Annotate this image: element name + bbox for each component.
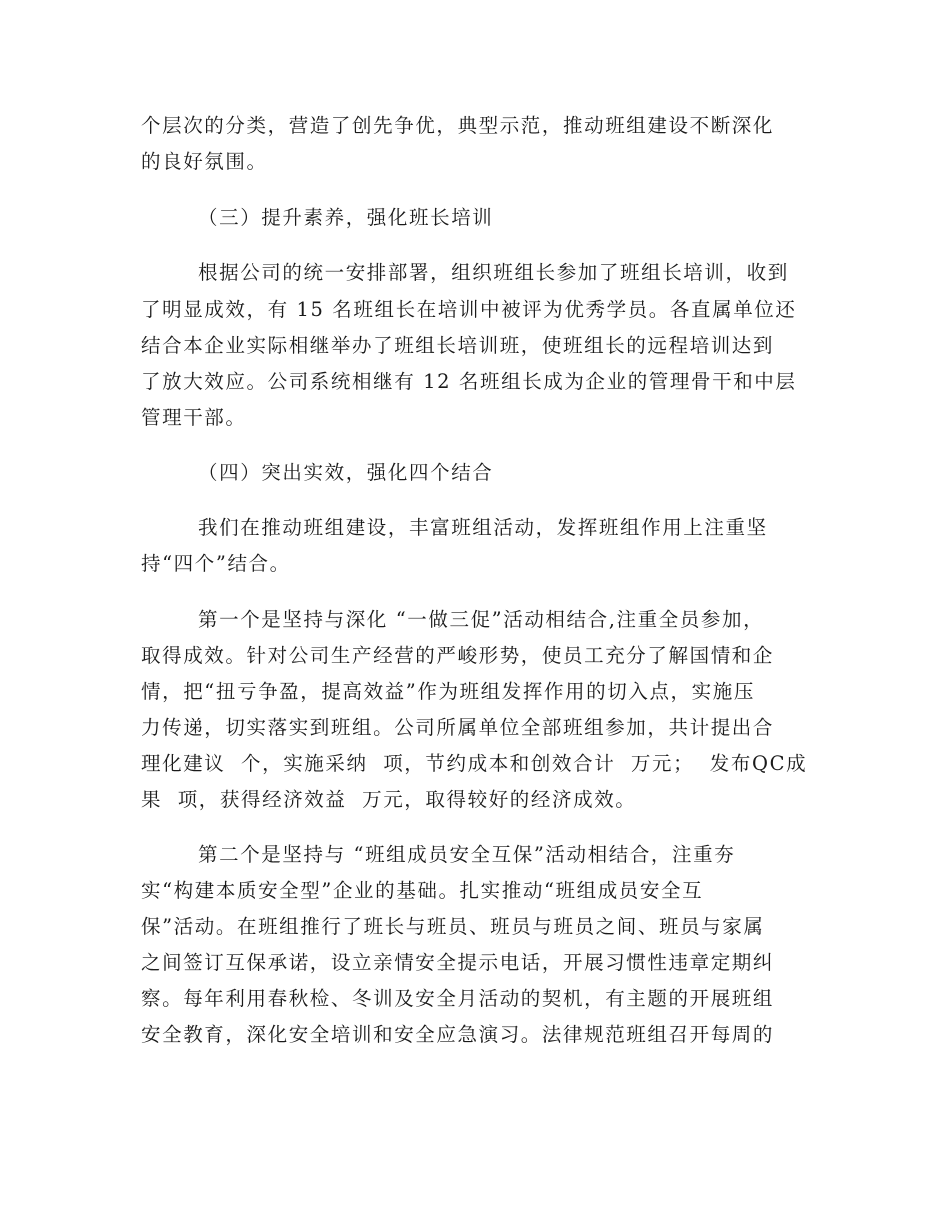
paragraph-line: 之间签订互保承诺，设立亲情安全提示电话，开展习惯性违章定期纠 [141, 951, 775, 974]
paragraph-line: 力传递，切实落实到班组。公司所属单位全部班组参加，共计提出合 [141, 716, 775, 739]
paragraph-line: 情，把“扭亏争盈，提高效益”作为班组发挥作用的切入点，实施压 [141, 680, 755, 703]
paragraph-line: 的良好氛围。 [141, 150, 268, 173]
paragraph-line: 第二个是坚持与 “班组成员安全互保”活动相结合，注重夯 [198, 843, 736, 866]
section-heading-4: （四）突出实效，强化四个结合 [198, 461, 494, 484]
paragraph-line: 果 项，获得经济效益 万元，取得较好的经济成效。 [141, 788, 637, 811]
section-heading-3: （三）提升素养，强化班长培训 [198, 206, 494, 229]
paragraph-line: 结合本企业实际相继举办了班组长培训班，使班组长的远程培训达到 [141, 334, 775, 357]
paragraph-line: 管理干部。 [141, 406, 247, 429]
paragraph-line: 取得成效。针对公司生产经营的严峻形势，使员工充分了解国情和企 [141, 644, 775, 667]
paragraph-line: 持“四个”结合。 [141, 552, 291, 575]
paragraph-line: 我们在推动班组建设，丰富班组活动，发挥班组作用上注重坚 [198, 516, 768, 539]
paragraph-line: 根据公司的统一安排部署，组织班组长参加了班组长培训，收到 [198, 261, 789, 284]
paragraph-line: 察。每年利用春秋检、冬训及安全月活动的契机，有主题的开展班组 [141, 987, 775, 1010]
paragraph-line: 安全教育，深化安全培训和安全应急演习。法律规范班组召开每周的 [141, 1023, 775, 1046]
paragraph-line: 了明显成效，有 15 名班组长在培训中被评为优秀学员。各直属单位还 [141, 298, 797, 321]
paragraph-line: 第一个是坚持与深化 “一做三促”活动相结合,注重全员参加， [198, 608, 765, 631]
paragraph-line: 实“构建本质安全型”企业的基础。扎实推动“班组成员安全互 [141, 879, 704, 902]
paragraph-line: 了放大效应。公司系统相继有 12 名班组长成为企业的管理骨干和中层 [141, 370, 797, 393]
paragraph-line: 保”活动。在班组推行了班长与班员、班员与班员之间、班员与家属 [141, 915, 765, 938]
paragraph-line: 个层次的分类，营造了创先争优，典型示范，推动班组建设不断深化 [141, 114, 775, 137]
paragraph-line: 理化建议 个，实施采纳 项，节约成本和创效合计 万元； 发布QC成 [141, 752, 808, 775]
